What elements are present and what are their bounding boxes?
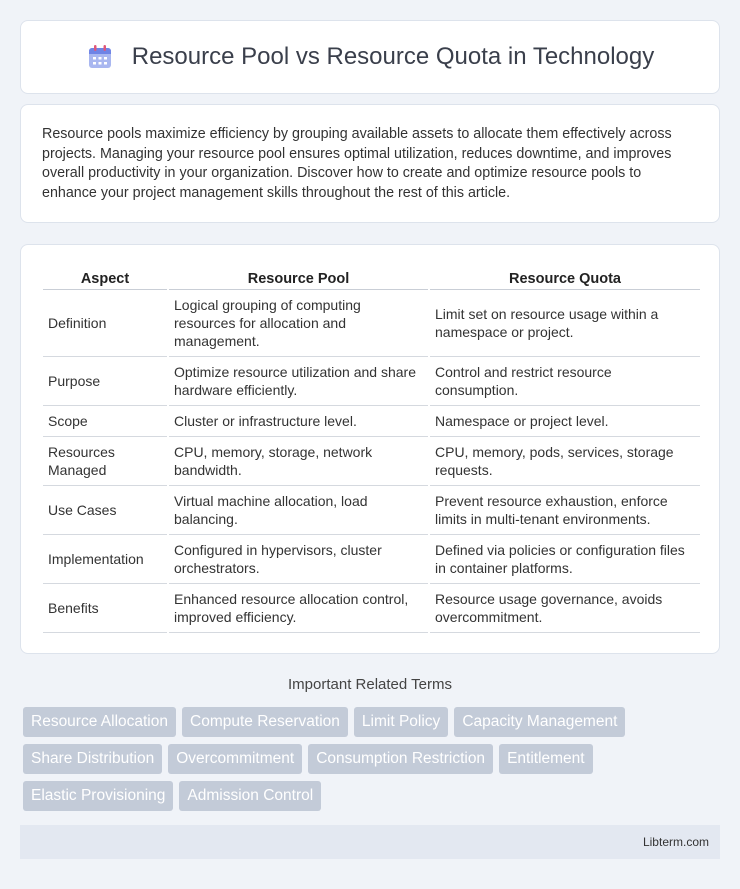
header-card [20,20,720,94]
table-row [43,357,700,406]
row-aspect: Scope [43,406,167,437]
header-aspect: Aspect [43,266,167,290]
tag-consumption-restriction[interactable]: Consumption Restriction [308,744,493,774]
intro-text: Resource pools maximize efficiency by grouping available assets to allocate them effectively across projects. Managing your resource pool ensures optimal utilization, reduces downtime, and improves overall productivity in your organization. Discover how to create and optimize resource pools to enhance your project management skills throughout the rest of this article. [42,126,672,201]
row-aspect: Resources Managed [43,437,167,486]
tag-row [23,707,723,737]
header-resource-pool: Resource Pool [169,266,428,290]
row-pool-value: Virtual machine allocation, load balancing. [169,486,428,535]
tag-elastic-provisioning[interactable]: Elastic Provisioning [23,781,173,811]
calendar-icon [86,43,114,71]
table-header-row [43,266,700,290]
table-row [43,486,700,535]
related-terms-title: Important Related Terms [288,676,452,693]
header-resource-quota: Resource Quota [430,266,700,290]
row-aspect: Purpose [43,357,167,406]
row-quota-value: Prevent resource exhaustion, enforce limits in multi-tenant environments. [430,486,700,535]
tag-share-distribution[interactable]: Share Distribution [23,744,162,774]
row-pool-value: Logical grouping of computing resources for allocation and management. [169,290,428,357]
table-row [43,535,700,584]
row-quota-value: Namespace or project level. [430,406,700,437]
page-title: Resource Pool vs Resource Quota in Technology [131,43,655,70]
row-aspect: Use Cases [43,486,167,535]
row-quota-value: Resource usage governance, avoids overcommitment. [430,584,700,633]
table-row [43,437,700,486]
tag-limit-policy[interactable]: Limit Policy [354,707,448,737]
row-aspect: Implementation [43,535,167,584]
row-quota-value: Control and restrict resource consumption. [430,357,700,406]
row-quota-value: CPU, memory, pods, services, storage requests. [430,437,700,486]
intro-card [20,104,720,223]
tag-admission-control[interactable]: Admission Control [179,781,321,811]
row-pool-value: CPU, memory, storage, network bandwidth. [169,437,428,486]
row-aspect: Definition [43,290,167,357]
comparison-table [41,266,702,633]
row-aspect: Benefits [43,584,167,633]
table-row [43,406,700,437]
row-quota-value: Limit set on resource usage within a namespace or project. [430,290,700,357]
row-pool-value: Cluster or infrastructure level. [169,406,428,437]
footer [20,825,720,859]
tag-row [23,781,723,811]
comparison-table-card [20,244,720,654]
tag-entitlement[interactable]: Entitlement [499,744,593,774]
row-pool-value: Enhanced resource allocation control, improved efficiency. [169,584,428,633]
tag-overcommitment[interactable]: Overcommitment [168,744,302,774]
table-row [43,584,700,633]
row-quota-value: Defined via policies or configuration files in container platforms. [430,535,700,584]
table-row [43,290,700,357]
row-pool-value: Optimize resource utilization and share hardware efficiently. [169,357,428,406]
tag-resource-allocation[interactable]: Resource Allocation [23,707,176,737]
tag-capacity-management[interactable]: Capacity Management [454,707,625,737]
row-pool-value: Configured in hypervisors, cluster orchestrators. [169,535,428,584]
tag-row [23,744,723,774]
footer-site-link[interactable]: Libterm.com [642,835,709,849]
related-terms [23,707,723,818]
tag-compute-reservation[interactable]: Compute Reservation [182,707,348,737]
